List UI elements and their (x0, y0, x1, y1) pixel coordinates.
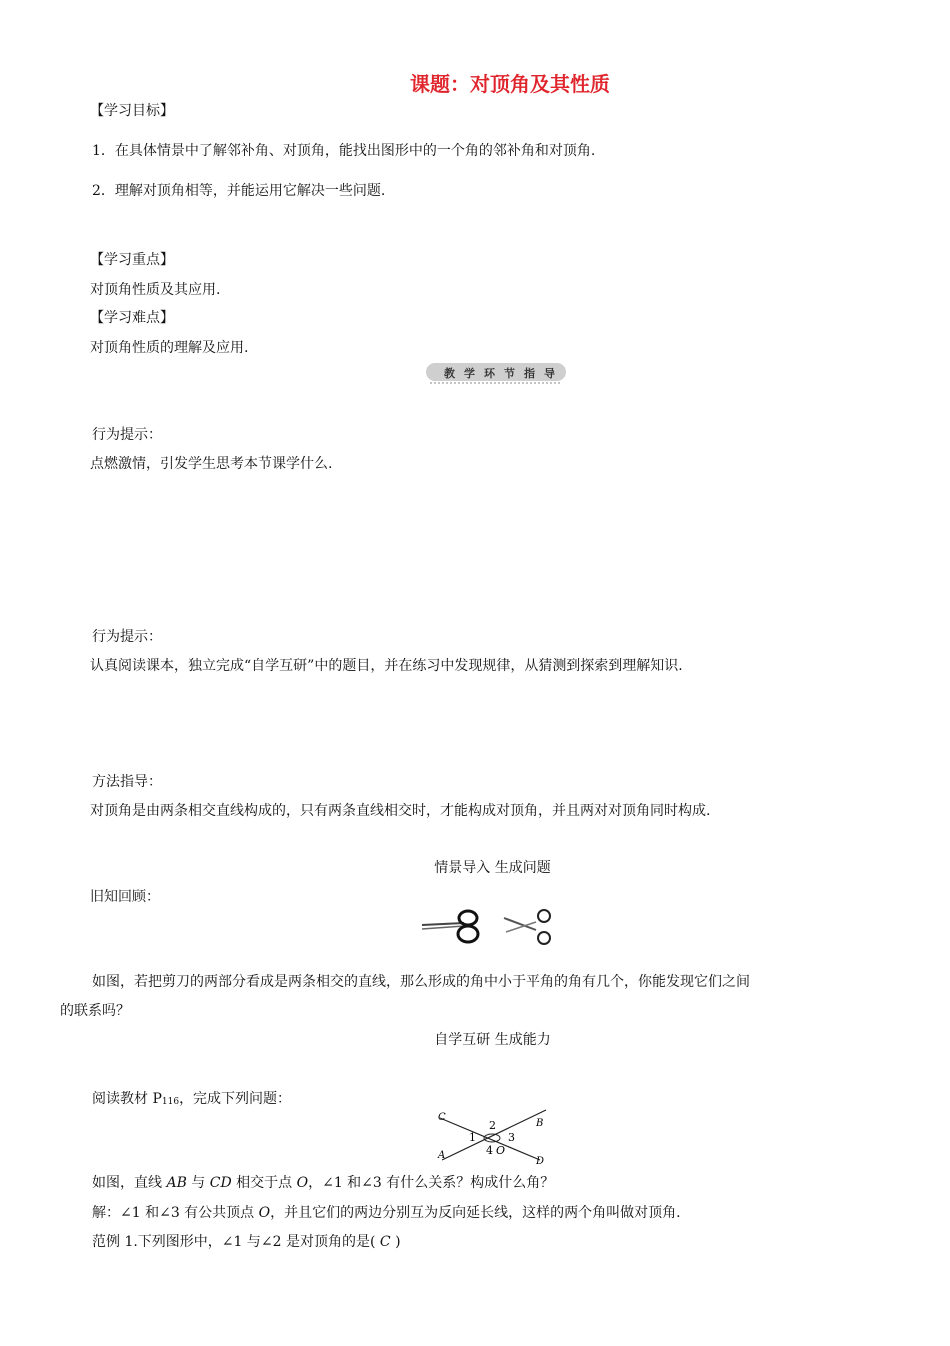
hint1-text: 点燃激情，引发学生思考本节课学什么. (90, 456, 333, 472)
key-points-text: 对顶角性质及其应用. (90, 282, 221, 298)
label-c: C (438, 1112, 446, 1123)
a-point-o: O (258, 1205, 271, 1221)
scissors-image (420, 906, 562, 948)
q-text-1: 如图，直线 (92, 1175, 167, 1191)
a-text-1: 解：∠1 和∠3 有公共顶点 (92, 1205, 259, 1221)
hint2-text: 认真阅读课本，独立完成“自学互研”中的题目，并在练习中发现规律，从猜测到探索到理解知识. (90, 658, 683, 674)
a-text-2: ，并且它们的两边分别互为反向延长线，这样的两个角叫做对顶角. (270, 1205, 681, 1221)
read-page: 116 (161, 1097, 180, 1107)
objective-item-2: 2．理解对顶角相等，并能运用它解决一些问题. (92, 183, 386, 199)
label-d: D (536, 1156, 545, 1166)
label-4: 4 (486, 1144, 493, 1157)
figure-question (92, 1172, 554, 1192)
scissors-question-line2: 的联系吗？ (60, 1003, 130, 1019)
key-points-heading: 【学习重点】 (90, 252, 174, 268)
banner-char-1: 教 (444, 367, 455, 380)
difficulties-heading: 【学习难点】 (90, 310, 174, 326)
line-ab (442, 1110, 546, 1160)
q-point-o: O (296, 1175, 309, 1191)
label-2: 2 (489, 1119, 496, 1132)
section1-title: 情景导入 生成问题 (434, 860, 551, 876)
ex-answer: C (379, 1234, 391, 1250)
label-1: 1 (469, 1131, 476, 1144)
review-label: 旧知回顾： (90, 889, 160, 905)
difficulties-text: 对顶角性质的理解及应用. (90, 340, 249, 356)
banner-char-4: 节 (504, 367, 515, 380)
read-suffix: ，完成下列问题： (179, 1091, 292, 1107)
section2-title: 自学互研 生成能力 (434, 1032, 551, 1048)
q-line-ab: AB (166, 1175, 187, 1191)
q-text-2: 与 (186, 1175, 210, 1191)
scissors-open-icon (504, 910, 550, 944)
banner-char-3: 环 (484, 367, 495, 380)
method-text: 对顶角是由两条相交直线构成的，只有两条直线相交时，才能构成对顶角，并且两对对顶角同时构成. (90, 803, 711, 819)
banner-char-5: 指 (524, 367, 535, 380)
label-3: 3 (508, 1131, 515, 1144)
q-text-3: 相交于点 (231, 1175, 297, 1191)
q-text-4: ，∠1 和∠3 有什么关系？构成什么角？ (308, 1175, 555, 1191)
read-prefix: 阅读教材 P (92, 1091, 162, 1107)
read-instruction (92, 1088, 291, 1108)
scissors-closed-icon (422, 911, 478, 942)
example-1 (92, 1231, 401, 1251)
method-label: 方法指导： (92, 774, 162, 790)
page-title: 课题：对顶角及其性质 (410, 72, 610, 96)
banner-char-6: 导 (544, 367, 555, 380)
objectives-heading: 【学习目标】 (90, 103, 174, 119)
label-o: O (496, 1144, 506, 1157)
ex-text-1: 范例 1.下列图形中，∠1 与∠2 是对顶角的是( (92, 1234, 380, 1250)
intersecting-lines-figure (432, 1108, 552, 1166)
scissors-question-line1: 如图，若把剪刀的两部分看成是两条相交的直线，那么形成的角中小于平角的角有几个，你能发现它们之间 (92, 974, 750, 990)
teaching-guide-banner (426, 362, 566, 384)
hint2-label: 行为提示： (92, 629, 162, 645)
figure-answer (92, 1202, 681, 1222)
label-a: A (438, 1150, 446, 1161)
banner-char-2: 学 (464, 367, 475, 380)
hint1-label: 行为提示： (92, 427, 162, 443)
ex-text-2: ) (390, 1234, 401, 1250)
objective-item-1: 1．在具体情景中了解邻补角、对顶角，能找出图形中的一个角的邻补角和对顶角. (92, 143, 596, 159)
label-b: B (536, 1118, 544, 1129)
q-line-cd: CD (209, 1175, 232, 1191)
